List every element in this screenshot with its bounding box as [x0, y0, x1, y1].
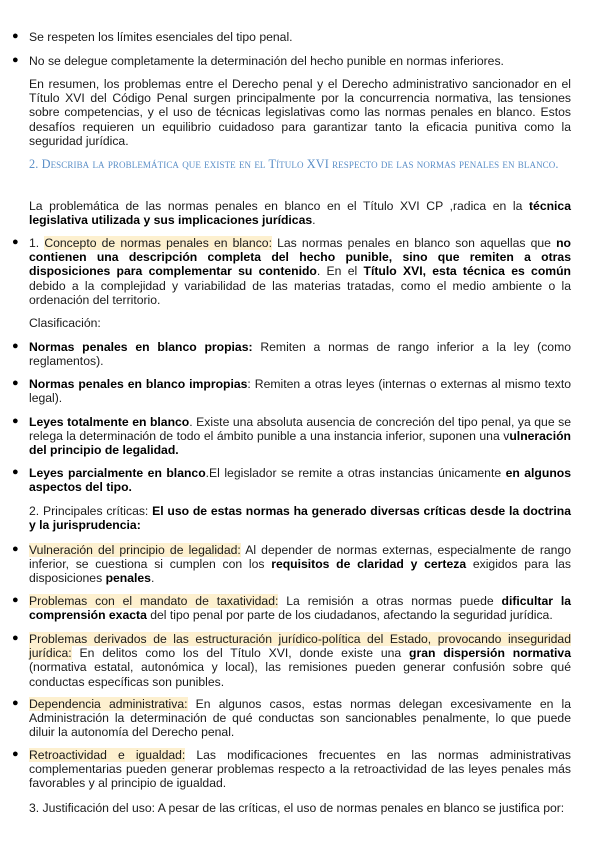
bullet-icon: ● — [12, 594, 19, 606]
concept-bold-1: no contienen una descripción completa del hecho punible, sino que remiten a otras disposiciones para complementar su contenido — [29, 236, 571, 279]
list-item-text — [29, 594, 571, 622]
bullet-icon: ● — [12, 236, 19, 248]
bullet-icon: ● — [12, 54, 19, 66]
criticas-label: 2. Principales críticas: — [29, 504, 153, 518]
list-item-text — [29, 543, 571, 586]
class-bold-2: ulneración del principio de legalidad. — [29, 429, 571, 458]
list-item-text — [29, 415, 571, 458]
bullet-icon: ● — [12, 632, 19, 644]
list-item-text: Se respeten los límites esenciales del tipo penal. — [29, 30, 293, 44]
list-item-text: No se delegue completamente la determinación del hecho punible en normas inferiores. — [29, 54, 504, 68]
bullet-icon: ● — [12, 543, 19, 555]
bullet-icon: ● — [12, 748, 19, 760]
list-item-text — [29, 697, 571, 740]
critica-label: Problemas con el mandato de taxatividad: — [29, 594, 279, 608]
summary-paragraph: En resumen, los problemas entre el Derecho penal y el Derecho administrativo sancionador en el Título XVI del Código Penal surgen principalmente por la concurrencia normativa, las tensiones sobre competencias, y el uso de técnicas legislativas como las normas penales en blanco. Estos desafíos requieren un equilibrio cuidadoso para garantizar tanto la eficacia punitiva como la seguridad jurídica. — [29, 77, 571, 148]
classification-label: Clasificación: — [29, 316, 101, 330]
concept-number: 1. — [29, 236, 45, 250]
critica-text: Las modificaciones frecuentes en las normas administrativas complementarias pueden generar problemas respecto a la retroactividad de las leyes penales más favorables y al principio de igualdad. — [29, 748, 571, 791]
critica-text-2: exigidos para las disposiciones — [29, 557, 571, 586]
critica-bold: gran dispersión normativa — [409, 646, 571, 661]
bullet-icon: ● — [12, 697, 19, 709]
critica-bold: dificultar la comprensión exacta — [29, 594, 571, 623]
criticas-paragraph — [29, 504, 571, 532]
class-text: Remiten a normas de rango inferior a la ley (como reglamentos). — [29, 340, 572, 369]
list-item-text — [29, 340, 571, 368]
list-item-text — [29, 632, 571, 689]
intro-text: La problemática de las normas penales en blanco en el Título XVI CP ,radica en la — [29, 199, 529, 213]
class-bold: Leyes totalmente en blanco — [29, 415, 190, 429]
concept-label: Concepto de normas penales en blanco: — [44, 236, 272, 250]
bullet-icon: ● — [12, 466, 19, 478]
critica-label: Dependencia administrativa: — [29, 697, 188, 711]
intro-bold: técnica legislativa utilizada y sus implicaciones jurídicas — [29, 199, 571, 228]
bullet-icon: ● — [12, 415, 19, 427]
critica-text: En delitos como los del Título XVI, donde existe una — [71, 646, 410, 661]
bullet-icon: ● — [12, 340, 19, 352]
list-item-text — [29, 377, 571, 405]
class-text: .El legislador se remite a otras instancias únicamente — [205, 466, 506, 480]
concept-text-3: debido a la complejidad y variabilidad de las materias tratadas, como el medio ambiente o la ordenación del territorio. — [29, 278, 571, 307]
concept-bold-2: Título XVI, esta técnica es común — [363, 264, 571, 279]
class-bold: Normas penales en blanco impropias — [29, 377, 248, 391]
critica-text: En algunos casos, estas normas delegan excesivamente en la Administración la determinación de qué conductas son sancionables penalmente, lo que puede diluir la autonomía del Derecho penal. — [29, 697, 571, 740]
list-item-text — [29, 748, 571, 791]
criticas-bold: El uso de estas normas ha generado diversas críticas desde la doctrina y la jurisprudencia: — [29, 504, 571, 533]
critica-text-2: del tipo penal por parte de los ciudadanos, afectando la seguridad jurídica. — [146, 608, 553, 623]
section-heading: 2. Describa la problemática que existe en el Título XVI respecto de las normas penales en blanco. — [29, 157, 559, 171]
critica-text-2: (normativa estatal, autonómica y local), las remisiones pueden generar confusión sobre qué conductas específicas son punibles. — [29, 660, 571, 689]
justificacion-paragraph: 3. Justificación del uso: A pesar de las críticas, el uso de normas penales en blanco se justifica por: — [29, 801, 565, 815]
critica-label: Problemas derivados de las estructuración jurídico-política del Estado, provocando inseguridad jurídica: — [29, 632, 571, 661]
critica-label: Retroactividad e igualdad: — [29, 748, 186, 762]
concept-text-2: . En el — [316, 264, 364, 279]
class-bold: Normas penales en blanco propias: — [29, 340, 253, 354]
critica-text: La remisión a otras normas puede — [278, 594, 502, 608]
class-bold-2: en algunos aspectos del tipo. — [29, 466, 571, 495]
critica-bold-2: penales — [105, 571, 151, 586]
intro-end: . — [312, 213, 316, 228]
critica-bold: requisitos de claridad y certeza — [271, 557, 467, 572]
class-bold: Leyes parcialmente en blanco — [29, 466, 206, 480]
list-item-text — [29, 466, 571, 494]
class-text: . Existe una absoluta ausencia de concreción del tipo penal, ya que se relega la determinación de todo el ámbito punible a una instancia inferior, suponen una v — [29, 415, 571, 444]
critica-label: Vulneración del principio de legalidad: — [29, 543, 241, 557]
critica-text-3: . — [150, 571, 155, 586]
class-text: : Remiten a otras leyes (internas o externas al mismo texto legal). — [29, 377, 571, 406]
concept-text — [29, 236, 571, 307]
critica-text: Al depender de normas externas, especialmente de rango inferior, se cuestiona si cumplen con los — [29, 543, 571, 572]
concept-text-1: Las normas penales en blanco son aquellas que — [271, 236, 557, 250]
bullet-icon: ● — [12, 377, 19, 389]
bullet-icon: ● — [12, 30, 19, 42]
intro-paragraph — [29, 199, 571, 227]
